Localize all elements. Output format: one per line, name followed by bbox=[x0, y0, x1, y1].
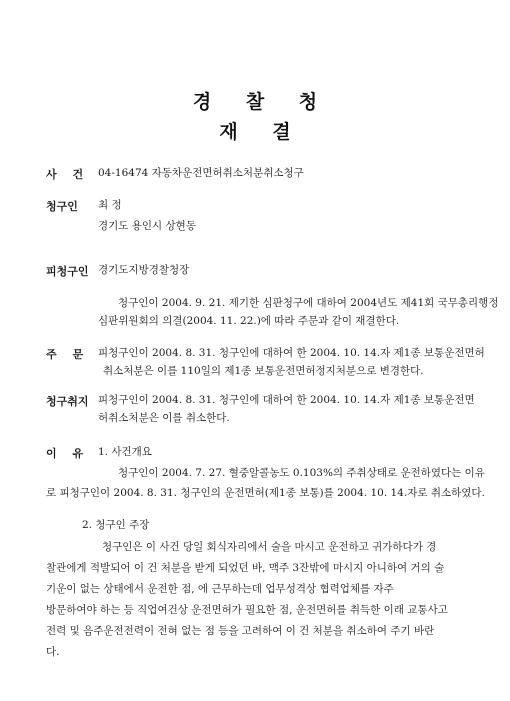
claim-line: 허취소처분은 이를 취소한다. bbox=[98, 412, 230, 424]
order-label: 주 문 bbox=[46, 348, 90, 361]
order-line: 피청구인이 2004. 8. 31. 청구인에 대하여 한 2004. 10. 14.자 제1종 보통운전면허 bbox=[98, 347, 485, 359]
section1-line: 로 피청구인이 2004. 8. 31. 청구인의 운전면허(제1종 보통)를 2004. 10. 14.자로 취소하였다. bbox=[46, 487, 485, 499]
preamble-cont bbox=[98, 310, 399, 332]
claim-line: 피청구인이 2004. 8. 31. 청구인에 대하여 한 2004. 10. 14.자 제1종 보통운전면 bbox=[98, 394, 475, 406]
section1-title: 1. 사건개요 bbox=[98, 446, 152, 458]
preamble-line: 심판위원회의 의결(2004. 11. 22.)에 따라 주문과 같이 재결한다. bbox=[98, 315, 400, 327]
document-subtitle: 재 결 bbox=[219, 121, 291, 143]
case-label: 사 건 bbox=[46, 168, 90, 181]
section2-line: 전력 및 음주운전전력이 전혀 없는 점 등을 고려하여 이 건 처분을 취소하여 주기 바란 bbox=[46, 625, 435, 637]
section2-line: 기운이 없는 상태에서 운전한 점, 에 근무하는데 업무성격상 협력업체를 자주 bbox=[46, 583, 394, 595]
respondent-value: 경기도지방경찰청장 bbox=[98, 264, 190, 276]
section2-line: 청구인은 이 사건 당일 회식자리에서 술을 마시고 운전하고 귀가하다가 경 bbox=[102, 541, 437, 553]
claimant-name: 최 정 bbox=[98, 199, 122, 211]
claim-text-cont bbox=[98, 407, 230, 429]
section2-line: 찰관에게 적발되어 이 건 처분을 받게 되었던 바, 맥주 3잔밖에 마시지 아니하여 거의 술 bbox=[46, 562, 445, 574]
section2-line: 다. bbox=[46, 646, 60, 658]
claimant-address: 경기도 용인시 상현동 bbox=[98, 220, 196, 232]
document-title: 경 찰 청 bbox=[192, 91, 318, 113]
section2-line: 방문하여야 하는 등 직업여건상 운전면허가 필요한 점, 운전면허를 취득한 이래 교통사고 bbox=[46, 604, 448, 616]
claimant-label: 청구인 bbox=[46, 200, 78, 213]
claim-label: 청구취지 bbox=[46, 395, 89, 408]
order-line: 취소처분은 이를 110일의 제1종 보통운전면허정지처분으로 변경한다. bbox=[103, 365, 424, 377]
case-value: 04-16474 자동차운전면허취소처분취소청구 bbox=[98, 167, 304, 179]
reason-label: 이 유 bbox=[46, 447, 90, 460]
section2-title: 2. 청구인 주장 bbox=[82, 519, 150, 531]
preamble-line: 청구인이 2004. 9. 21. 제기한 심판청구에 대하여 2004년도 제41회 국무총리행정 bbox=[118, 297, 499, 309]
order-text-cont bbox=[103, 360, 424, 382]
section1-line: 청구인이 2004. 7. 27. 혈중알콜농도 0.103%의 주취상태로 운전하였다는 이유 bbox=[118, 467, 485, 479]
respondent-label: 피청구인 bbox=[46, 265, 89, 278]
